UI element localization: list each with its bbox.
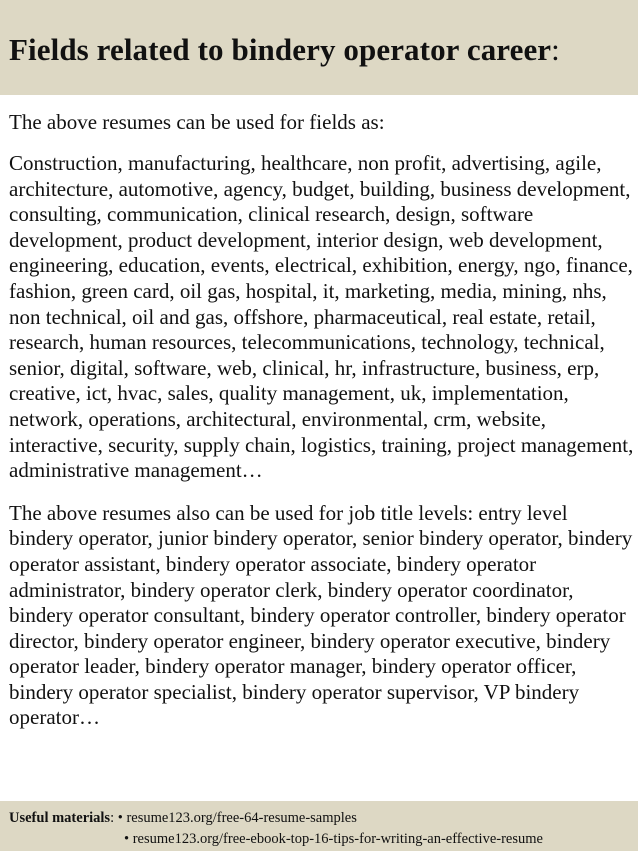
page-title-text: Fields related to bindery operator career [9, 32, 552, 67]
title-banner [0, 0, 638, 95]
ebook-tips-link[interactable]: resume123.org/free-ebook-top-16-tips-for-writing-an-effective-resume [132, 831, 543, 847]
useful-materials-label: Useful materials [9, 810, 111, 826]
footer-row-1 [9, 809, 357, 827]
job-levels-paragraph: The above resumes also can be used for job title levels: entry level bindery operator, junior bindery operator, senior bindery operator, bindery operator assistant, bindery operator associate, bindery operator administrator, bindery operator clerk, bindery operator coordinator, bindery operator consultant, bindery operator controller, bindery operator director, bindery operator engineer, bindery operator executive, bindery operator leader, bindery operator manager, bindery operator officer, bindery operator specialist, bindery operator supervisor, VP bindery operator… [9, 500, 633, 730]
resume-samples-link[interactable]: resume123.org/free-64-resume-samples [126, 810, 357, 826]
bullet-icon: • [117, 810, 123, 826]
main-content [9, 109, 635, 731]
bullet-icon: • [124, 831, 130, 847]
intro-text: The above resumes can be used for fields as: [9, 110, 385, 134]
footer-banner [0, 801, 638, 851]
footer-row-2 [124, 830, 543, 848]
page-title [9, 32, 560, 68]
fields-paragraph: Construction, manufacturing, healthcare, non profit, advertising, agile, architecture, automotive, agency, budget, building, business development, consulting, communication, clinical research, design, software development, product development, interior design, web development, engineering, education, events, electrical, exhibition, energy, ngo, finance, fashion, green card, oil gas, hospital, it, marketing, media, mining, nhs, non technical, oil and gas, offshore, pharmaceutical, real estate, retail, research, human resources, telecommunications, technology, technical, senior, digital, software, web, clinical, hr, infrastructure, business, erp, creative, ict, hvac, sales, quality management, uk, implementation, network, operations, architectural, environmental, crm, website, interactive, security, supply chain, logistics, training, project management, administrative management… [9, 151, 634, 483]
useful-materials-colon: : [110, 810, 115, 826]
page-title-colon: : [551, 32, 560, 67]
